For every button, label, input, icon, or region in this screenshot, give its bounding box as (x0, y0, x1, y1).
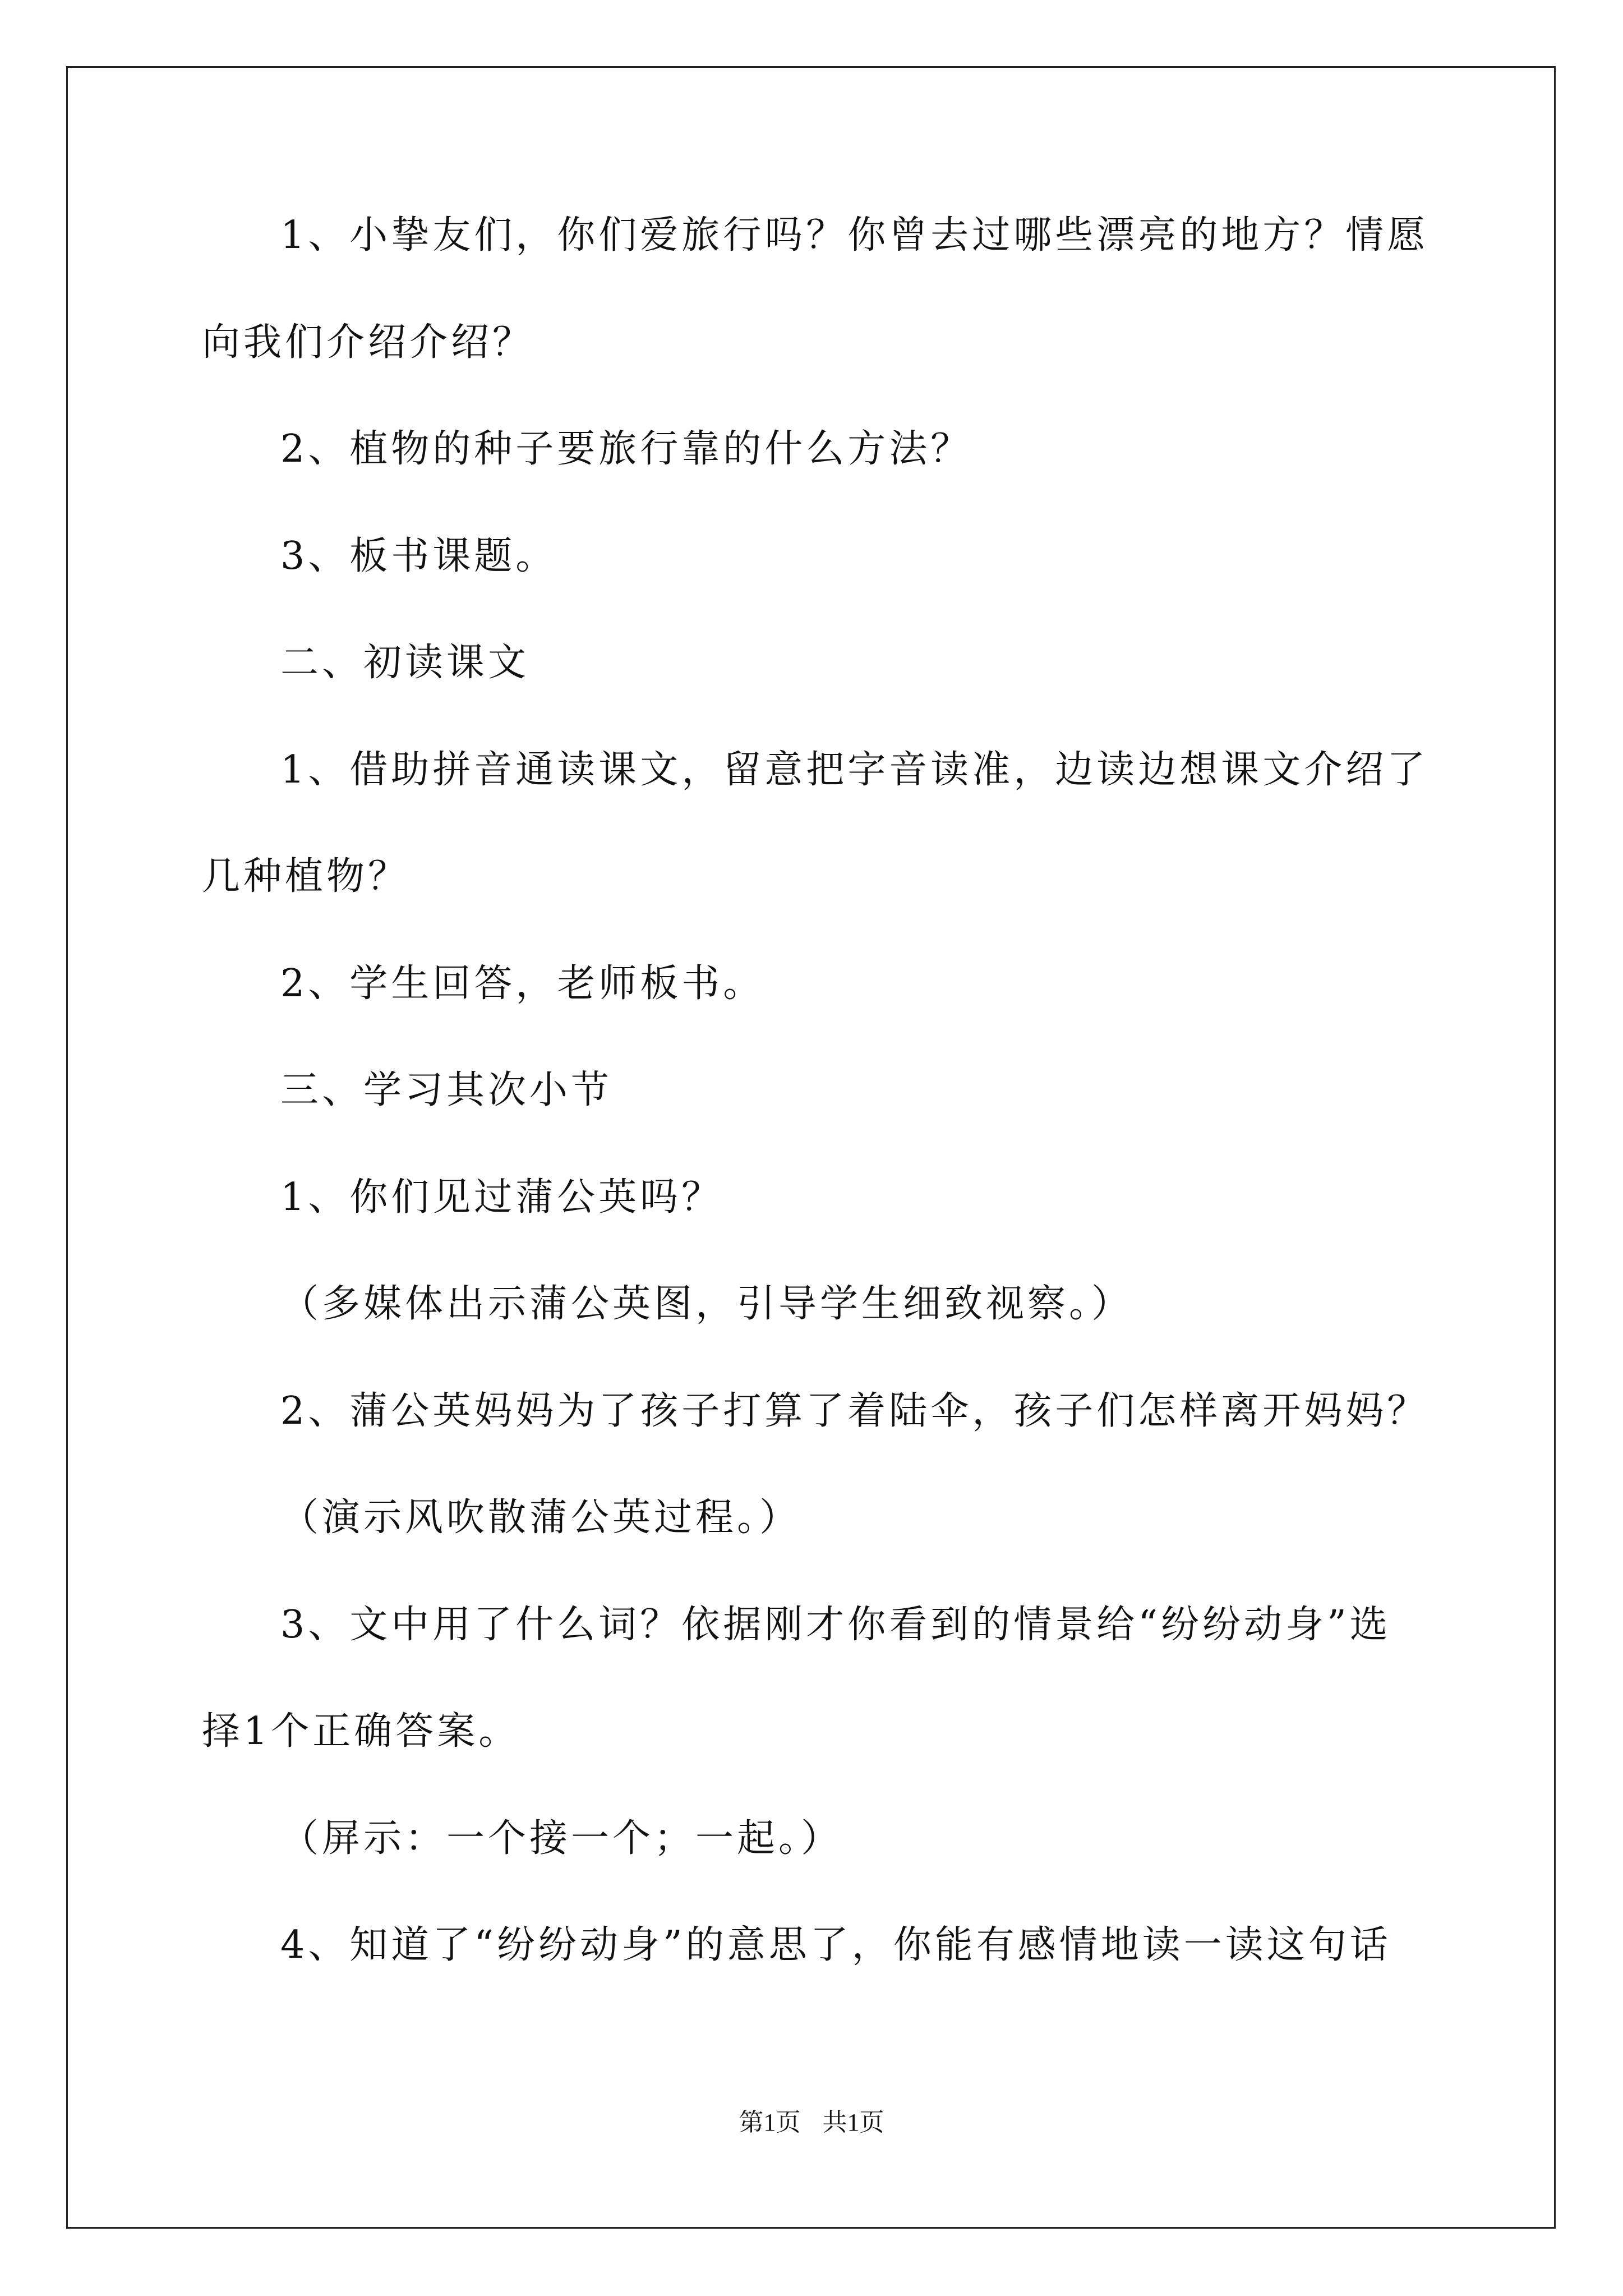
paragraph-line: 几种植物？ (202, 854, 410, 899)
paragraph-line: 择1个正确答案。 (202, 1709, 520, 1754)
page-total: 共1页 (822, 2109, 884, 2136)
paragraph-line: 2、植物的种子要旅行靠的什么方法？ (280, 427, 972, 471)
paragraph-line: （多媒体出示蒲公英图，引导学生细致视察。） (280, 1282, 1133, 1326)
paragraph-line: 3、文中用了什么词？依据刚才你看到的情景给“纷纷动身”选 (280, 1603, 1391, 1647)
paragraph-line: 2、蒲公英妈妈为了孩子打算了着陆伞，孩子们怎样离开妈妈？ (280, 1389, 1429, 1433)
page-footer (0, 2106, 1623, 2139)
section-heading: 三、学习其次小节 (280, 1068, 613, 1112)
paragraph-line: 1、借助拼音通读课文，留意把字音读准，边读边想课文介绍了 (280, 748, 1429, 792)
page-border (66, 66, 1556, 2229)
paragraph-line: 1、你们见过蒲公英吗？ (280, 1175, 723, 1220)
paragraph-line: （屏示：一个接一个；一起。） (280, 1816, 843, 1861)
page-current: 第1页 (739, 2109, 801, 2136)
paragraph-line: 1、小挚友们，你们爱旅行吗？你曾去过哪些漂亮的地方？情愿 (280, 213, 1429, 257)
paragraph-line: 2、学生回答，老师板书。 (280, 961, 765, 1006)
section-heading: 二、初读课文 (280, 641, 530, 685)
paragraph-line: 3、板书课题。 (280, 534, 557, 578)
paragraph-line: （演示风吹散蒲公英过程。） (280, 1496, 801, 1540)
paragraph-line: 向我们介绍介绍？ (202, 320, 534, 365)
paragraph-line: 4、知道了“纷纷动身”的意思了，你能有感情地读一读这句话 (280, 1923, 1391, 1967)
